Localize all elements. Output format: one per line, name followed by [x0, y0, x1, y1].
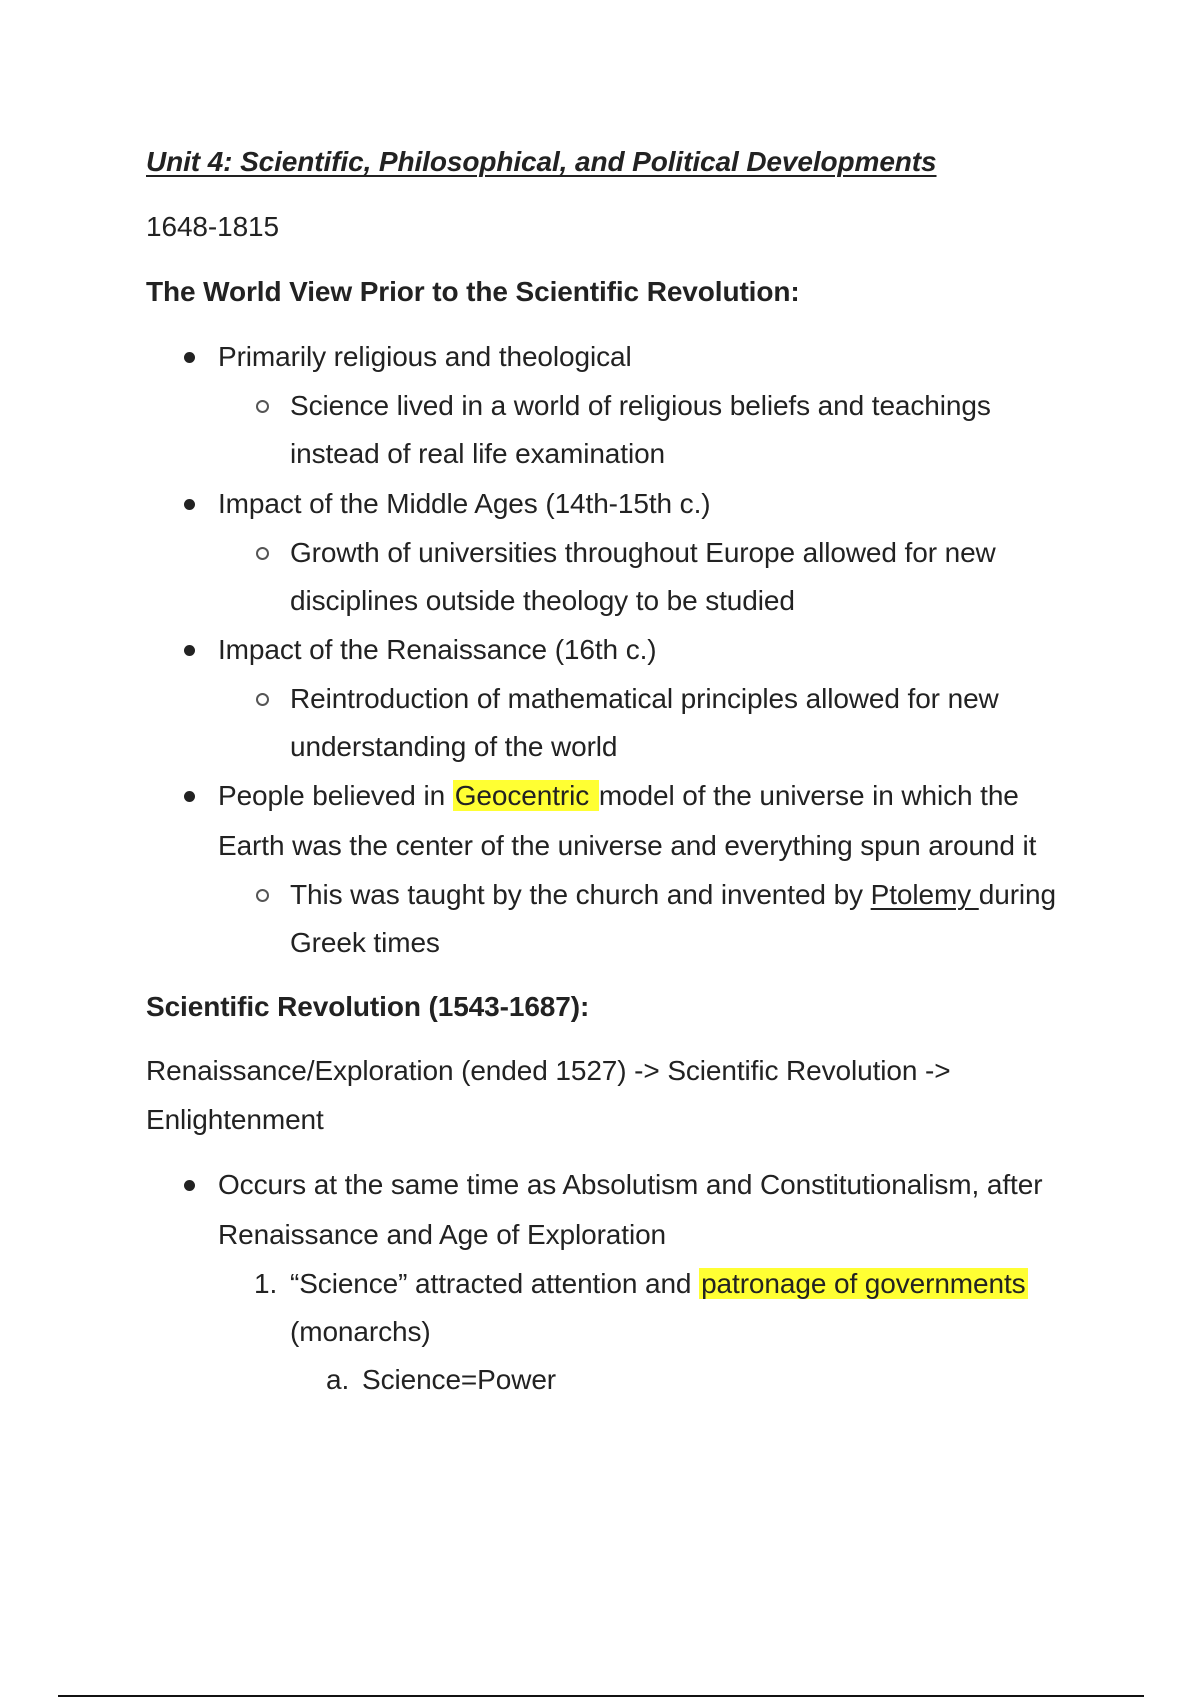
bullet-icon	[184, 791, 195, 802]
sub-bullet-icon	[256, 400, 269, 413]
list-item	[218, 778, 1019, 814]
list-item-continuation: Renaissance and Age of Exploration	[218, 1219, 667, 1250]
lettered-list-item: Science=Power	[362, 1364, 557, 1395]
section-heading-world-view: The World View Prior to the Scientific Revolution:	[146, 276, 800, 307]
timeline-text: Renaissance/Exploration (ended 1527) -> Scientific Revolution ->	[146, 1055, 951, 1086]
list-item: Primarily religious and theological	[218, 341, 632, 372]
document-title: Unit 4: Scientific, Philosophical, and Political Developments	[146, 146, 937, 177]
sub-list-item-text: This was taught by the church and invented by	[290, 879, 871, 910]
sub-list-item-continuation: Greek times	[290, 927, 440, 958]
underlined-term-ptolemy: Ptolemy	[870, 879, 979, 910]
sub-list-item-continuation: disciplines outside theology to be studied	[290, 585, 795, 616]
numbered-list-item-text: “Science” attracted attention and	[290, 1268, 700, 1299]
sub-list-item-continuation: instead of real life examination	[290, 438, 666, 469]
numbered-list-item-continuation: (monarchs)	[290, 1316, 431, 1347]
sub-list-item	[290, 877, 1056, 913]
highlighted-term-patronage: patronage of governments	[701, 1268, 1026, 1299]
highlighted-term-geocentric: Geocentric	[454, 780, 597, 811]
section-heading-scientific-revolution: Scientific Revolution (1543-1687):	[146, 991, 590, 1022]
numbered-marker: 1.	[254, 1268, 278, 1299]
numbered-list-item	[290, 1266, 1028, 1302]
bullet-icon	[184, 352, 195, 363]
list-item-text: People believed in	[218, 780, 453, 811]
list-item-continuation: Earth was the center of the universe and everything spun around it	[218, 830, 1037, 861]
sub-list-item-text: during	[978, 879, 1056, 910]
list-item-text: model of the universe in which the	[598, 780, 1019, 811]
bullet-icon	[184, 645, 195, 656]
list-item: Impact of the Middle Ages (14th-15th c.)	[218, 488, 711, 519]
sub-list-item: Reintroduction of mathematical principles allowed for new	[290, 683, 999, 714]
bullet-icon	[184, 499, 195, 510]
sub-list-item: Science lived in a world of religious beliefs and teachings	[290, 390, 991, 421]
list-item: Impact of the Renaissance (16th c.)	[218, 634, 657, 665]
sub-list-item-continuation: understanding of the world	[290, 731, 618, 762]
date-range: 1648-1815	[146, 211, 280, 242]
sub-list-item: Growth of universities throughout Europe allowed for new	[290, 537, 996, 568]
sub-bullet-icon	[256, 889, 269, 902]
sub-bullet-icon	[256, 547, 269, 560]
sub-bullet-icon	[256, 693, 269, 706]
list-item: Occurs at the same time as Absolutism and Constitutionalism, after	[218, 1169, 1043, 1200]
page-bottom-rule	[58, 1695, 1144, 1697]
bullet-icon	[184, 1180, 195, 1191]
lettered-marker: a.	[326, 1364, 350, 1395]
timeline-text-continuation: Enlightenment	[146, 1104, 324, 1135]
